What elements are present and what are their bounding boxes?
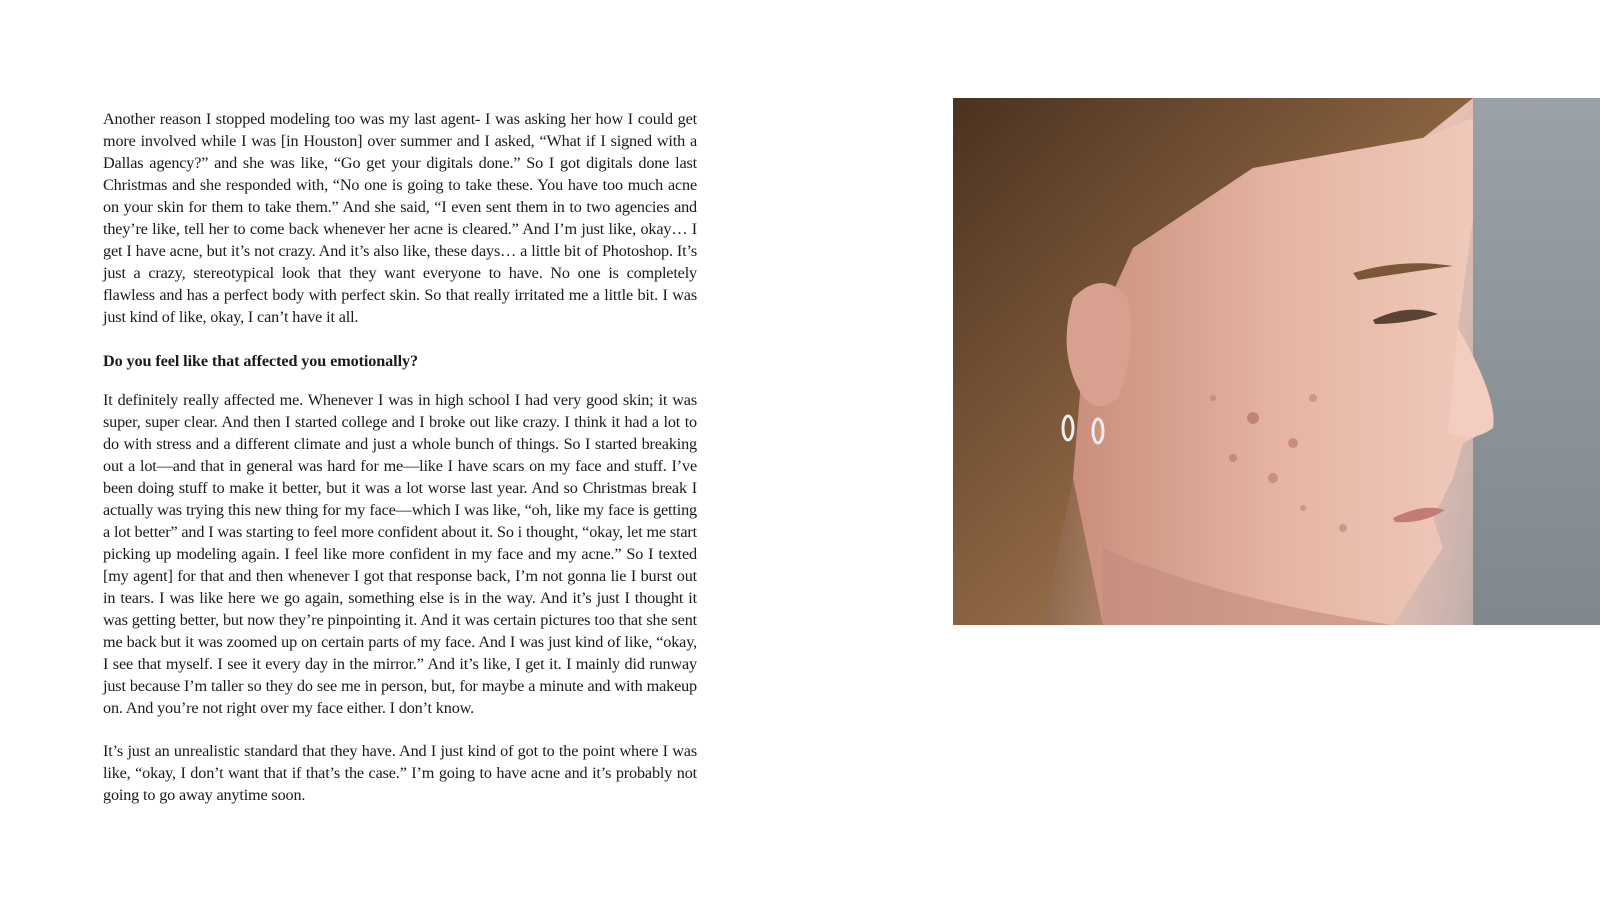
blemish	[1309, 394, 1317, 402]
blemish	[1210, 395, 1216, 401]
blemish	[1229, 454, 1237, 462]
blemish	[1300, 505, 1306, 511]
blemish	[1268, 473, 1278, 483]
paragraph-agent-story: Another reason I stopped modeling too was my last agent- I was asking her how I could get more involved while I was [in Houston] over summer and I asked, “What if I signed with a Dallas agency?” and she was like, “Go get your digitals done.” So I got digitals done last Christmas and she responded with, “No one is going to take these. You have too much acne on your skin for them to take them.” And she said, “I even sent them in to two agencies and they’re like, tell her to come back whenever her acne is cleared.” And I’m just like, okay… I get I have acne, but it’s not crazy. And it’s also like, these days… a little bit of Photoshop. It’s just a crazy, stereotypical look that they want everyone to have. No one is completely flawless and has a perfect body with perfect skin. So that really irritated me a little bit. I was just kind of like, okay, I can’t have it all.	[103, 110, 697, 326]
portrait-illustration	[953, 98, 1600, 625]
interview-question: Do you feel like that affected you emotionally?	[103, 352, 418, 370]
blemish	[1247, 412, 1259, 424]
blemish	[1339, 524, 1347, 532]
blemish	[1288, 438, 1298, 448]
paragraph-unrealistic-standard: It’s just an unrealistic standard that they have. And I just kind of got to the point where I was like, “okay, I don’t want that if that’s the case.” I’m going to have acne and it’s probably not going to go away anytime soon.	[103, 742, 697, 804]
article-text-column	[103, 108, 697, 806]
portrait-photo	[953, 98, 1600, 625]
background-wall	[1473, 98, 1600, 625]
paragraph-emotional-impact: It definitely really affected me. Whenever I was in high school I had very good skin; it was super, super clear. And then I started college and I broke out like crazy. I think it had a lot to do with stress and a different climate and just a whole bunch of things. So I started breaking out a lot—and that in general was hard for me—like I have scars on my face and stuff. I’ve been doing stuff to make it better, but it was a lot worse last year. And so Christmas break I actually was trying this new thing for my face—which I was like, “oh, like my face is getting a lot better” and I was starting to feel more confident about it. So i thought, “okay, let me start picking up modeling again. I feel like more confident in my face and my acne.” So I texted [my agent] for that and then whenever I got that response back, I’m not gonna lie I burst out in tears. I was like here we go again, something else is in the way. And it’s just I thought it was getting better, but now they’re pinpointing it. And it was certain pictures too that she sent me back but it was zoomed up on certain parts of my face. And I was just kind of like, “okay, I see that myself. I see it every day in the mirror.” And it’s like, I get it. I mainly did runway just because I’m taller so they do see me in person, but, for maybe a minute and with makeup on. And you’re not right over my face either. I don’t know.	[103, 391, 697, 717]
